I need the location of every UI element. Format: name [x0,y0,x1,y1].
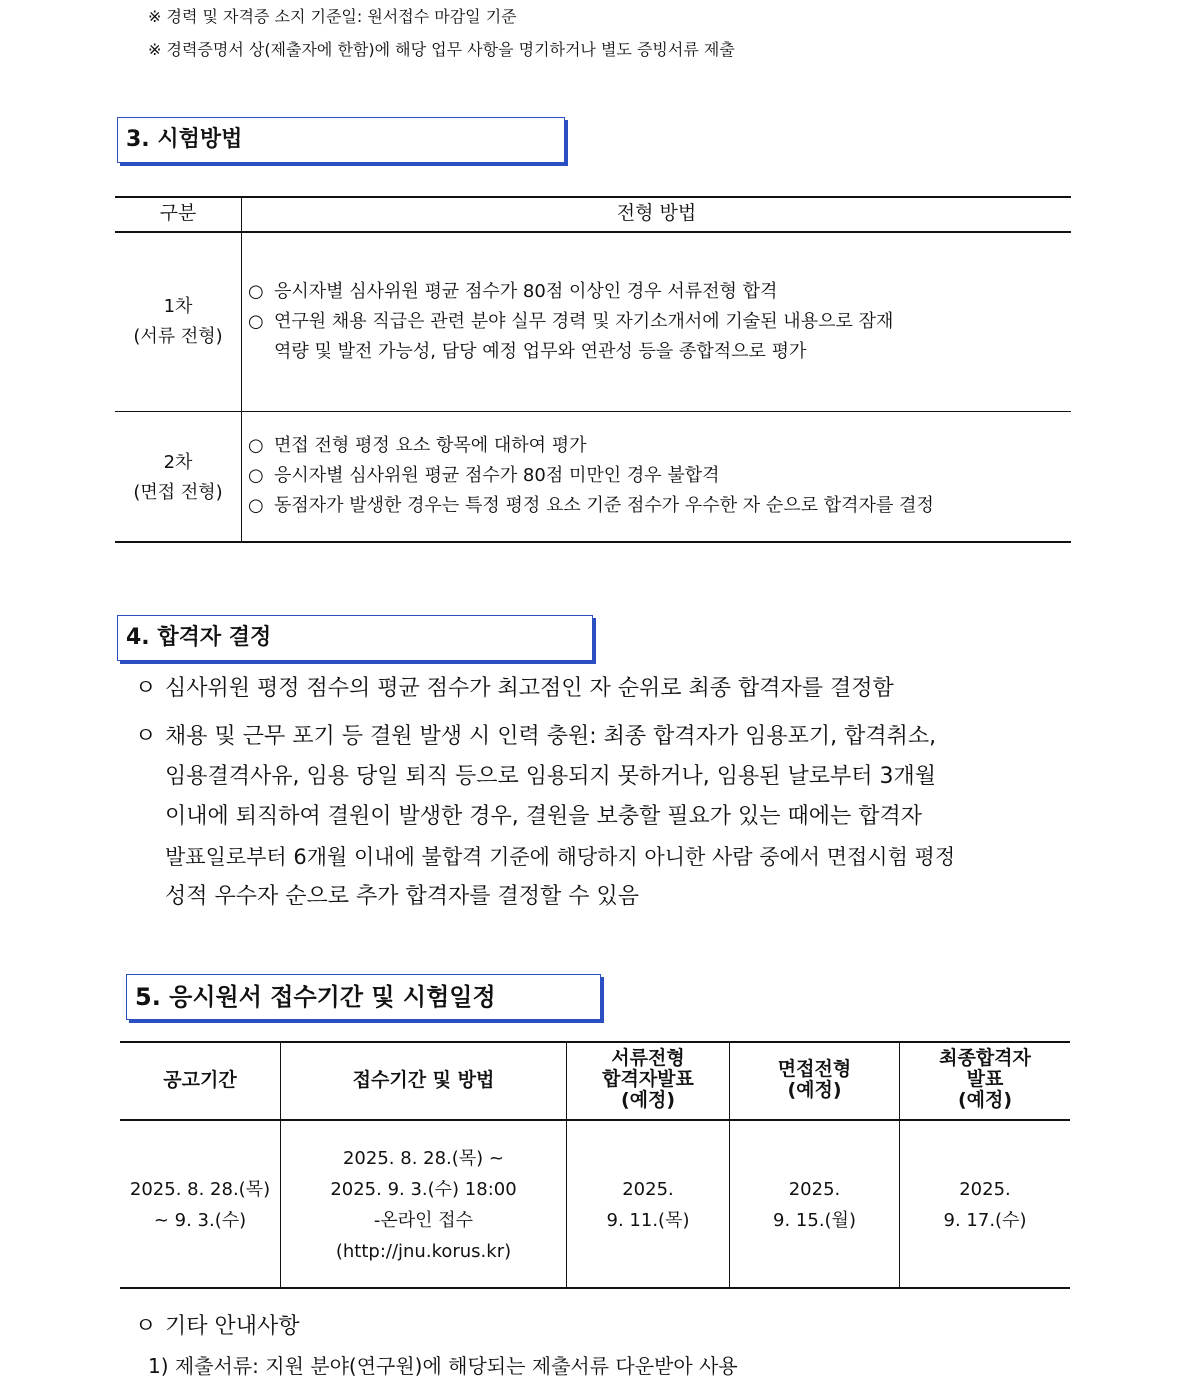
col-header-method: 전형 방법 [616,202,697,224]
application-period-value: 2025. 8. 28.(목) ~ 2025. 9. 3.(수) 18:00 -온라인 접수 (http://jnu.korus.kr) [330,1148,517,1262]
section-5-title: 5. 응시원서 접수기간 및 시험일정 [126,974,601,1020]
decision-item-1: ㅇ 심사위원 평정 점수의 평균 점수가 최고점인 자 순위로 최종 합격자를 결정함 [135,676,894,701]
section-4-title: 4. 합격자 결정 [117,615,593,661]
stage-1-bullet-2: ○ 연구원 채용 직급은 관련 분야 실무 경력 및 자기소개서에 기술된 내용으로 잠재 [248,311,894,332]
other-info-item-1: 1) 제출서류: 지원 분야(연구원)에 해당되는 제출서류 다운받아 사용 [148,1354,738,1378]
header-document-result: 서류전형 합격자발표 (예정) [602,1047,694,1111]
note-2: ※ 경력증명서 상(제출자에 한함)에 해당 업무 사항을 명기하거나 별도 증빙서류 제출 [148,40,735,59]
stage-1-label: 1차 (서류 전형) [133,296,223,347]
decision-item-2: ㅇ 채용 및 근무 포기 등 결원 발생 시 인력 충원: 최종 합격자가 임용포기, 합격취소, 임용결격사유, 임용 당일 퇴직 등으로 임용되지 못하거나, 임용된 날로부터 3개월 이내에 퇴직하여 결원이 발생한 경우, 결원을 보충할 필요가 있는 때에는 합격자 발표일로부터 6개월 이내에 불합격 기준에 해당하지 아니한 사람 중에서 면접시험 평정 성적 우수자 순으로 추가 합격자를 결정할 수 있음 [135,724,956,909]
note-1: ※ 경력 및 자격증 소지 기준일: 원서접수 마감일 기준 [148,7,517,26]
header-application-period: 접수기간 및 방법 [352,1069,495,1091]
stage-2-bullet-1: ○ 면접 전형 평정 요소 항목에 대하여 평가 [248,435,587,456]
col-header-category: 구분 [159,202,197,224]
stage-1-bullet-2-cont: 역량 및 발전 가능성, 담당 예정 업무와 연관성 등을 종합적으로 평가 [274,341,807,362]
stage-1-bullet-1: ○ 응시자별 심사위원 평균 점수가 80점 이상인 경우 서류전형 합격 [248,281,778,302]
header-announcement-period: 공고기간 [163,1069,237,1091]
stage-2-bullet-2: ○ 응시자별 심사위원 평균 점수가 80점 미만인 경우 불합격 [248,465,720,486]
stage-2-label: 2차 (면접 전형) [133,452,223,503]
section-3-title: 3. 시험방법 [117,117,565,163]
interview-date: 2025. 9. 15.(월) [773,1179,856,1231]
header-interview: 면접전형 (예정) [777,1058,852,1101]
document-result-date: 2025. 9. 11.(목) [606,1179,690,1231]
stage-2-bullet-3: ○ 동점자가 발생한 경우는 특정 평정 요소 기준 점수가 우수한 자 순으로 합격자를 결정 [248,495,934,516]
announcement-period-value: 2025. 8. 28.(목) ~ 9. 3.(수) [129,1179,271,1231]
header-final-result: 최종합격자 발표 (예정) [939,1047,1031,1111]
other-info-heading: ㅇ 기타 안내사항 [135,1314,300,1339]
final-result-date: 2025. 9. 17.(수) [943,1179,1027,1231]
